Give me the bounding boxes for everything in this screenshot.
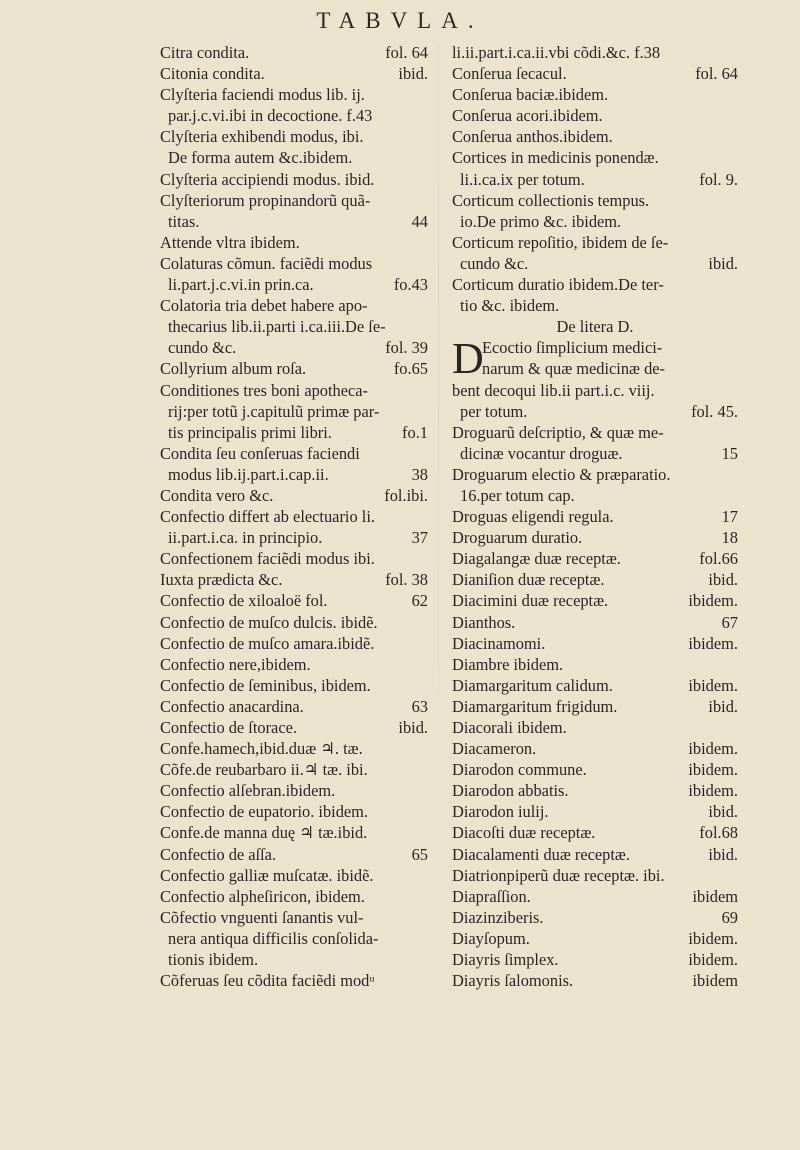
index-entry xyxy=(452,464,738,485)
index-entry xyxy=(160,759,428,780)
index-entry xyxy=(452,569,738,590)
folio-reference: 18 xyxy=(721,528,738,548)
index-entry xyxy=(160,126,428,147)
entry-text: Diambre ibidem. xyxy=(452,654,564,674)
index-entry xyxy=(452,717,738,738)
folio-reference: 63 xyxy=(411,696,428,716)
index-entry xyxy=(160,42,428,63)
entry-text: Confectio de muſco amara.ibidẽ. xyxy=(160,633,375,653)
entry-text: Diapraſſion. xyxy=(452,886,531,906)
section-heading xyxy=(452,316,738,337)
drop-cap-initial: D xyxy=(452,334,484,384)
folio-reference: fo.43 xyxy=(393,275,428,295)
folio-reference: 67 xyxy=(721,612,738,632)
index-entry xyxy=(452,506,738,527)
index-entry xyxy=(452,780,738,801)
entry-text: Diayſopum. xyxy=(452,928,530,948)
entry-text: thecarius lib.ii.parti i.ca.iii.De ſe- xyxy=(168,317,386,337)
entry-text: Diamargaritum frigidum. xyxy=(452,696,618,716)
entry-text: li.i.ca.ix per totum. xyxy=(460,169,585,189)
folio-reference: fol.68 xyxy=(699,823,738,843)
index-entry xyxy=(160,295,428,316)
folio-reference: fol.66 xyxy=(699,549,738,569)
index-entry xyxy=(160,633,428,654)
index-entry xyxy=(452,358,738,379)
entry-text: Diarodon abbatis. xyxy=(452,781,569,801)
index-entry xyxy=(452,696,738,717)
index-entry xyxy=(160,274,428,295)
left-index-column xyxy=(160,42,428,991)
folio-reference: fol. 9. xyxy=(699,169,738,189)
index-entry xyxy=(452,928,738,949)
index-entry xyxy=(160,844,428,865)
index-entry xyxy=(160,337,428,358)
entry-text: Confectio de ſtorace. xyxy=(160,718,297,737)
folio-reference: 38 xyxy=(411,464,428,484)
index-entry xyxy=(452,190,738,211)
folio-reference: fo.1 xyxy=(402,422,428,442)
entry-text: modus lib.ij.part.i.cap.ii. xyxy=(168,464,329,484)
right-index-column xyxy=(452,42,738,991)
entry-text: Confectionem faciẽdi modus ibi. xyxy=(160,549,375,569)
index-entry xyxy=(160,527,428,548)
index-entry xyxy=(160,84,428,105)
index-entry xyxy=(160,696,428,717)
index-entry xyxy=(160,358,428,379)
index-entry xyxy=(452,42,738,63)
entry-text: Conſerua acori.ibidem. xyxy=(452,106,603,126)
index-entry xyxy=(452,126,738,147)
entry-text: bent decoqui lib.ii part.i.c. viij. xyxy=(452,380,655,400)
entry-text: Iuxta prædicta &c. xyxy=(160,570,283,590)
entry-text: Corticum duratio ibidem.De ter- xyxy=(452,275,664,295)
index-entry xyxy=(452,422,738,443)
entry-text: cundo &c. xyxy=(460,253,529,273)
entry-text: Diagalangæ duæ receptæ. xyxy=(452,549,621,569)
index-entry xyxy=(452,654,738,675)
index-entry xyxy=(452,675,738,696)
index-entry xyxy=(160,232,428,253)
folio-reference: fol. 38 xyxy=(385,570,428,590)
entry-text: Clyſteria faciendi modus lib. ij. xyxy=(160,85,365,105)
column-divider xyxy=(438,44,439,694)
entry-text: De litera D. xyxy=(556,317,634,337)
folio-reference: 17 xyxy=(721,507,738,527)
entry-text: Diacameron. xyxy=(452,739,537,759)
entry-text: Diazinziberis. xyxy=(452,907,544,927)
entry-text: tionis ibidem. xyxy=(168,950,259,970)
folio-reference: 44 xyxy=(411,211,428,231)
folio-reference: fol.ibi. xyxy=(384,485,428,505)
index-entry xyxy=(160,865,428,886)
index-entry xyxy=(452,84,738,105)
entry-text: Confectio alſebran.ibidem. xyxy=(160,781,336,801)
index-entry xyxy=(160,506,428,527)
entry-text: Diamargaritum calidum. xyxy=(452,675,613,695)
folio-reference: ibidem. xyxy=(688,760,738,780)
entry-text: Diacorali ibidem. xyxy=(452,718,567,737)
folio-reference: ibid. xyxy=(708,696,738,716)
index-entry xyxy=(160,63,428,84)
index-entry xyxy=(452,759,738,780)
index-entry xyxy=(452,907,738,928)
entry-text: Dianiſion duæ receptæ. xyxy=(452,570,605,590)
folio-reference: ibidem. xyxy=(688,950,738,970)
entry-text: Clyſteria exhibendi modus, ibi. xyxy=(160,127,364,147)
index-entry xyxy=(160,612,428,633)
index-entry xyxy=(160,253,428,274)
entry-text: Confectio alpheſiricon, ibidem. xyxy=(160,886,365,906)
index-entry xyxy=(452,970,738,991)
entry-text: Condita ſeu conſeruas faciendi xyxy=(160,443,360,463)
entry-text: nera antiqua difficilis conſolida- xyxy=(168,928,379,948)
index-entry xyxy=(160,464,428,485)
entry-text: Corticum collectionis tempus. xyxy=(452,190,650,210)
entry-text: Cõfe.de reubarbaro ii.♃ tæ. ibi. xyxy=(160,760,368,780)
index-entry xyxy=(160,801,428,822)
index-entry xyxy=(452,548,738,569)
folio-reference: ibid. xyxy=(398,718,428,737)
index-entry xyxy=(160,886,428,907)
entry-text: 16.per totum cap. xyxy=(460,485,575,505)
index-entry xyxy=(160,211,428,232)
page-header: TABVLA. xyxy=(316,8,484,33)
index-entry xyxy=(160,675,428,696)
entry-text: par.j.c.vi.ibi in decoctione. f.43 xyxy=(168,106,373,126)
entry-text: li.ii.part.i.ca.ii.vbi cõdi.&c. f.38 xyxy=(452,43,661,62)
entry-text: Cõfectio vnguenti ſanantis vul- xyxy=(160,907,364,927)
folio-reference: ibidem. xyxy=(688,928,738,948)
entry-text: Confectio de ſeminibus, ibidem. xyxy=(160,675,371,695)
folio-reference: 62 xyxy=(411,591,428,611)
entry-text: Diacinamomi. xyxy=(452,633,546,653)
folio-reference: ibidem. xyxy=(688,739,738,759)
entry-text: Clyſteriorum propinandorũ quã- xyxy=(160,190,371,210)
entry-text: Diacalamenti duæ receptæ. xyxy=(452,844,630,864)
entry-text: Attende vltra ibidem. xyxy=(160,232,300,252)
folio-reference: ibidem. xyxy=(688,591,738,611)
folio-reference: fol. 39 xyxy=(385,338,428,358)
index-entry xyxy=(160,970,428,991)
index-entry xyxy=(452,844,738,865)
index-entry xyxy=(452,443,738,464)
entry-text: Droguarum duratio. xyxy=(452,528,583,548)
index-entry xyxy=(452,801,738,822)
entry-text: Diayris ſalomonis. xyxy=(452,971,574,991)
index-entry xyxy=(452,380,738,401)
entry-text: Citra condita. xyxy=(160,43,250,62)
entry-text: Clyſteria accipiendi modus. ibid. xyxy=(160,169,375,189)
index-entry xyxy=(160,422,428,443)
index-entry xyxy=(452,886,738,907)
folio-reference: fol. 64 xyxy=(385,43,428,62)
entry-text: Confectio anacardina. xyxy=(160,696,304,716)
entry-text: Diarodon commune. xyxy=(452,760,587,780)
entry-text: Colaturas cõmun. faciẽdi modus xyxy=(160,253,373,273)
index-entry xyxy=(452,211,738,232)
index-entry xyxy=(160,443,428,464)
entry-text: Confectio de xiloaloë fol. xyxy=(160,591,328,611)
index-entry xyxy=(452,105,738,126)
index-entry xyxy=(452,612,738,633)
folio-reference: ibidem. xyxy=(688,675,738,695)
entry-text: Diarodon iulij. xyxy=(452,802,549,822)
entry-text: Condita vero &c. xyxy=(160,485,274,505)
folio-reference: 69 xyxy=(721,907,738,927)
index-entry xyxy=(452,485,738,506)
index-entry xyxy=(452,232,738,253)
folio-reference: ibidem. xyxy=(688,633,738,653)
entry-text: De forma autem &c.ibidem. xyxy=(168,148,353,168)
index-entry xyxy=(452,295,738,316)
entry-text: Ecoctio ſimplicium medici- xyxy=(482,338,663,358)
index-entry xyxy=(160,380,428,401)
entry-text: Collyrium album roſa. xyxy=(160,359,307,379)
index-entry xyxy=(160,105,428,126)
entry-text: Conſerua baciæ.ibidem. xyxy=(452,85,609,105)
index-entry xyxy=(160,485,428,506)
folio-reference: ibid. xyxy=(708,802,738,822)
entry-text: Diacimini duæ receptæ. xyxy=(452,591,609,611)
entry-text: Droguarũ deſcriptio, & quæ me- xyxy=(452,422,664,442)
index-entry xyxy=(160,654,428,675)
entry-text: Diayris ſimplex. xyxy=(452,950,559,970)
index-entry xyxy=(160,780,428,801)
entry-text: Confe.hamech,ibid.duæ ♃. tæ. xyxy=(160,739,363,759)
folio-reference: ibid. xyxy=(708,844,738,864)
folio-reference: 15 xyxy=(721,443,738,463)
index-entry xyxy=(160,717,428,738)
index-entry xyxy=(160,822,428,843)
entry-text: Corticum repoſitio, ibidem de ſe- xyxy=(452,232,669,252)
entry-text: narum & quæ medicinæ de- xyxy=(482,359,665,379)
index-entry xyxy=(160,569,428,590)
folio-reference: ibidem xyxy=(692,886,738,906)
entry-text: ii.part.i.ca. in principio. xyxy=(168,528,323,548)
entry-text: Citonia condita. xyxy=(160,64,265,84)
index-entry xyxy=(160,738,428,759)
entry-text: Colatoria tria debet habere apo- xyxy=(160,296,368,316)
index-entry xyxy=(452,169,738,190)
index-entry xyxy=(160,147,428,168)
folio-reference: 37 xyxy=(411,528,428,548)
index-entry xyxy=(452,147,738,168)
folio-reference: 65 xyxy=(411,844,428,864)
index-entry xyxy=(452,63,738,84)
entry-text: tis principalis primi libri. xyxy=(168,422,332,442)
index-entry xyxy=(160,590,428,611)
index-entry xyxy=(452,253,738,274)
folio-reference: ibid. xyxy=(708,570,738,590)
index-entry xyxy=(452,527,738,548)
entry-text: Droguas eligendi regula. xyxy=(452,507,614,527)
folio-reference: ibid. xyxy=(708,253,738,273)
entry-text: per totum. xyxy=(460,401,528,421)
entry-text: tio &c. ibidem. xyxy=(460,296,560,316)
index-entry xyxy=(160,169,428,190)
entry-text: li.part.j.c.vi.in prin.ca. xyxy=(168,275,314,295)
index-entry xyxy=(452,949,738,970)
index-entry xyxy=(452,633,738,654)
index-entry xyxy=(160,949,428,970)
folio-reference: ibidem. xyxy=(688,781,738,801)
entry-text: Diatrionpiperũ duæ receptæ. ibi. xyxy=(452,865,665,885)
entry-text: Confectio de aſſa. xyxy=(160,844,277,864)
index-entry xyxy=(160,316,428,337)
folio-reference: fol. 64 xyxy=(695,64,738,84)
entry-text: Conditiones tres boni apotheca- xyxy=(160,380,369,400)
folio-reference: ibid. xyxy=(398,64,428,84)
folio-reference: ibidem xyxy=(692,971,738,991)
index-entry xyxy=(160,907,428,928)
entry-text: cundo &c. xyxy=(168,338,237,358)
entry-text: Confectio de eupatorio. ibidem. xyxy=(160,802,369,822)
index-entry xyxy=(452,401,738,422)
entry-text: io.De primo &c. ibidem. xyxy=(460,211,622,231)
index-entry xyxy=(452,822,738,843)
entry-text: Cõferuas ſeu cõdita faciẽdi modᵘ xyxy=(160,971,375,991)
index-entry xyxy=(452,738,738,759)
index-entry xyxy=(452,865,738,886)
index-entry xyxy=(160,928,428,949)
folio-reference: fo.65 xyxy=(393,359,428,379)
entry-text: Droguarum electio & præparatio. xyxy=(452,464,671,484)
entry-text: Conſerua ſecacul. xyxy=(452,64,567,84)
index-entry xyxy=(452,274,738,295)
entry-text: Confectio nere,ibidem. xyxy=(160,654,311,674)
index-entry xyxy=(452,590,738,611)
index-entry xyxy=(160,401,428,422)
entry-text: dicinæ vocantur droguæ. xyxy=(460,443,623,463)
entry-text: Confectio differt ab electuario li. xyxy=(160,507,375,527)
entry-text: Conſerua anthos.ibidem. xyxy=(452,127,613,147)
entry-text: rij:per totũ j.capitulũ primæ par- xyxy=(168,401,380,421)
entry-text: Dianthos. xyxy=(452,612,516,632)
index-entry xyxy=(160,190,428,211)
entry-text: Diacoſti duæ receptæ. xyxy=(452,823,596,843)
entry-text: Confectio de muſco dulcis. ibidẽ. xyxy=(160,612,378,632)
entry-text: Confe.de manna duę ♃ tæ.ibid. xyxy=(160,823,368,843)
entry-text: titas. xyxy=(168,211,200,231)
folio-reference: fol. 45. xyxy=(691,401,738,421)
entry-text: Cortices in medicinis ponendæ. xyxy=(452,148,659,168)
entry-text: Confectio galliæ muſcatæ. ibidẽ. xyxy=(160,865,374,885)
index-entry xyxy=(160,548,428,569)
